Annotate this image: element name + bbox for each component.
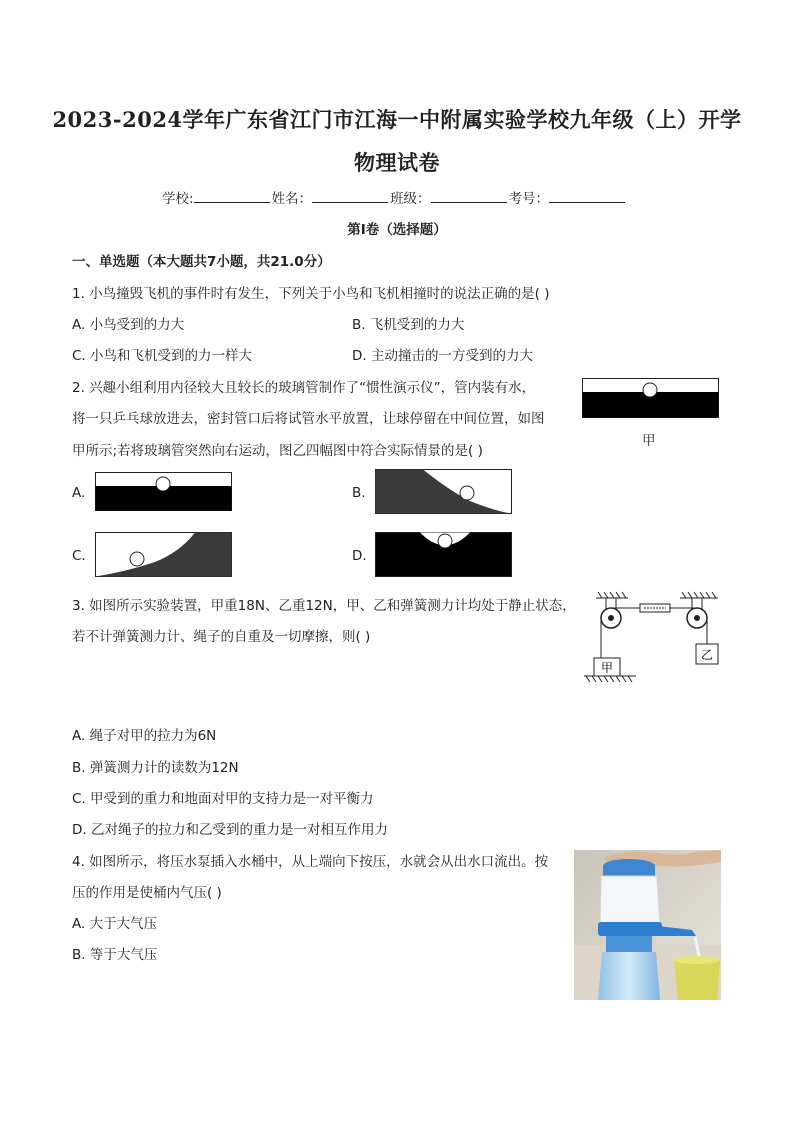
- q4-stem-line2: 压的作用是使桶内气压( ): [72, 885, 222, 901]
- volume-heading: 第Ⅰ卷（选择题）: [347, 222, 447, 238]
- section-heading: 一、单选题（本大题共7小题，共21.0分）: [72, 254, 331, 270]
- name-field[interactable]: [312, 190, 388, 203]
- q2-stem-line3: 甲所示;若将玻璃管突然向右运动，图乙四幅图中符合实际情景的是( ): [72, 443, 483, 459]
- info-line: [162, 187, 627, 207]
- q3-option-d[interactable]: D. 乙对绳子的拉力和乙受到的重力是一对相互作用力: [72, 822, 388, 838]
- q2-option-c-label[interactable]: C.: [72, 548, 86, 564]
- ping-pong-ball: [643, 383, 657, 397]
- q3-option-c[interactable]: C. 甲受到的重力和地面对甲的支持力是一对平衡力: [72, 791, 374, 807]
- q2-stem-line2: 将一只乒乓球放进去，密封管口后将试管水平放置，让球停留在中间位置，如图: [72, 411, 545, 427]
- q2-stem-line1: 2. 兴趣小组利用内径较大且较长的玻璃管制作了“惯性演示仪”，管内装有水，: [72, 380, 536, 396]
- ping-pong-ball: [156, 477, 170, 491]
- q2-option-b-figure[interactable]: [375, 469, 513, 515]
- name-label: 姓名：: [271, 191, 313, 207]
- q4-option-a[interactable]: A. 大于大气压: [72, 916, 158, 932]
- q2-figure-jia: [582, 378, 720, 420]
- ping-pong-ball: [460, 486, 474, 500]
- exam-no-field[interactable]: [549, 190, 625, 203]
- school-field[interactable]: [194, 190, 270, 203]
- q1-stem: 1. 小鸟撞毁飞机的事件时有发生，下列关于小鸟和飞机相撞时的说法正确的是( ): [72, 286, 550, 302]
- block-jia-label: 甲: [600, 661, 614, 675]
- q2-option-c-figure[interactable]: [95, 532, 233, 578]
- q2-option-b-label[interactable]: B.: [352, 485, 366, 501]
- block-yi-label: 乙: [700, 648, 714, 662]
- ceiling: [596, 592, 718, 598]
- q3-stem-line1: 3. 如图所示实验装置，甲重18N、乙重12N，甲、乙和弹簧测力计均处于静止状态，: [72, 598, 576, 614]
- class-label: 班级：: [390, 191, 431, 207]
- exam-title-line2: 物理试卷: [354, 150, 440, 175]
- q1-option-b[interactable]: B. 飞机受到的力大: [352, 317, 465, 333]
- q2-option-a-label[interactable]: A.: [72, 485, 86, 501]
- q3-pulley-figure: [584, 592, 724, 688]
- exam-no-label: 考号：: [508, 191, 550, 207]
- q1-option-c[interactable]: C. 小鸟和飞机受到的力一样大: [72, 348, 253, 364]
- q4-stem-line1: 4. 如图所示，将压水泵插入水桶中，从上端向下按压，水就会从出水口流出。按: [72, 854, 549, 870]
- q2-option-d-label[interactable]: D.: [352, 548, 367, 564]
- q1-option-d[interactable]: D. 主动撞击的一方受到的力大: [352, 348, 533, 364]
- q3-stem-line2: 若不计弹簧测力计、绳子的自重及一切摩擦，则( ): [72, 629, 371, 645]
- q2-figure-label-jia: 甲: [642, 433, 656, 449]
- ping-pong-ball: [130, 552, 144, 566]
- water-pump-photo: [574, 850, 721, 1000]
- q3-option-b[interactable]: B. 弹簧测力计的读数为12N: [72, 760, 239, 776]
- q1-option-a[interactable]: A. 小鸟受到的力大: [72, 317, 185, 333]
- exam-title-line1: 2023-2024学年广东省江门市江海一中附属实验学校九年级（上）开学: [52, 107, 742, 132]
- q4-option-b[interactable]: B. 等于大气压: [72, 947, 158, 963]
- ping-pong-ball: [438, 534, 452, 548]
- q2-option-a-figure[interactable]: [95, 472, 233, 512]
- class-field[interactable]: [431, 190, 507, 203]
- ground: [584, 676, 636, 682]
- q3-option-a[interactable]: A. 绳子对甲的拉力为6N: [72, 728, 217, 744]
- q2-option-d-figure[interactable]: [375, 532, 513, 578]
- school-label: 学校:: [162, 191, 194, 207]
